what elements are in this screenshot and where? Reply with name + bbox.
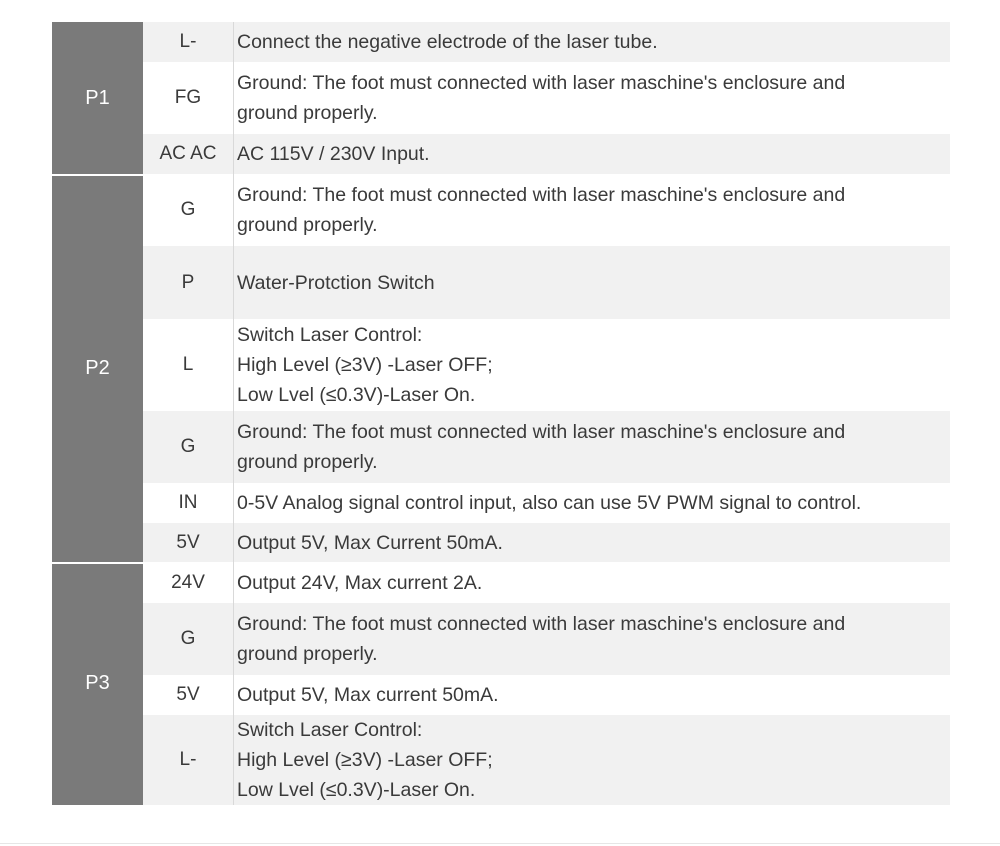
table-row <box>143 562 950 603</box>
pin-name: L- <box>143 22 234 62</box>
pin-name: 24V <box>143 562 234 603</box>
pin-name: G <box>143 603 234 675</box>
pin-name: 5V <box>143 523 234 562</box>
group-divider <box>52 562 143 564</box>
pin-description: Ground: The foot must connected with laser maschine's enclosure and ground properly. <box>237 72 846 124</box>
pin-definition-table <box>52 22 950 805</box>
table-row <box>143 483 950 523</box>
table-row <box>143 411 950 483</box>
group-p3 <box>52 562 950 805</box>
pin-description: Ground: The foot must connected with laser maschine's enclosure and ground properly. <box>237 184 846 236</box>
group-p1 <box>52 22 950 174</box>
table-row <box>143 603 950 675</box>
pin-name: L- <box>143 715 234 805</box>
pin-name: IN <box>143 483 234 523</box>
table-row <box>143 134 950 174</box>
pin-description: Ground: The foot must connected with laser maschine's enclosure and ground properly. <box>237 613 846 665</box>
page-divider <box>0 843 1000 844</box>
table-row <box>143 715 950 805</box>
pin-name: 5V <box>143 675 234 715</box>
pin-name: FG <box>143 62 234 134</box>
table-row <box>143 523 950 562</box>
table-row <box>143 246 950 319</box>
pin-name: L <box>143 319 234 411</box>
pin-name: G <box>143 411 234 483</box>
group-label-p2: P2 <box>52 174 143 562</box>
table-row <box>143 174 950 246</box>
pin-description: Ground: The foot must connected with laser maschine's enclosure and ground properly. <box>237 421 846 473</box>
table-row <box>143 319 950 411</box>
pin-description: Output 24V, Max current 2A. <box>237 571 483 594</box>
pin-name: G <box>143 174 234 246</box>
table-row <box>143 675 950 715</box>
group-divider <box>52 174 143 176</box>
pin-description: Connect the negative electrode of the laser tube. <box>237 31 658 53</box>
group-label-p3: P3 <box>52 562 143 805</box>
pin-description: Switch Laser Control: High Level (≥3V) -Laser OFF; Low Lvel (≤0.3V)-Laser On. <box>237 324 493 406</box>
pin-description: AC 115V / 230V Input. <box>237 143 430 165</box>
pin-description: 0-5V Analog signal control input, also can use 5V PWM signal to control. <box>237 492 862 514</box>
group-p2 <box>52 174 950 562</box>
group-label-p1: P1 <box>52 22 143 174</box>
table-row <box>143 22 950 62</box>
table-row <box>143 62 950 134</box>
pin-description: Output 5V, Max Current 50mA. <box>237 531 503 554</box>
pin-description: Water-Protction Switch <box>237 271 435 294</box>
pin-description: Switch Laser Control: High Level (≥3V) -Laser OFF; Low Lvel (≤0.3V)-Laser On. <box>237 719 493 801</box>
pin-name: P <box>143 246 234 319</box>
pin-name: AC AC <box>143 134 234 174</box>
pin-description: Output 5V, Max current 50mA. <box>237 684 499 706</box>
